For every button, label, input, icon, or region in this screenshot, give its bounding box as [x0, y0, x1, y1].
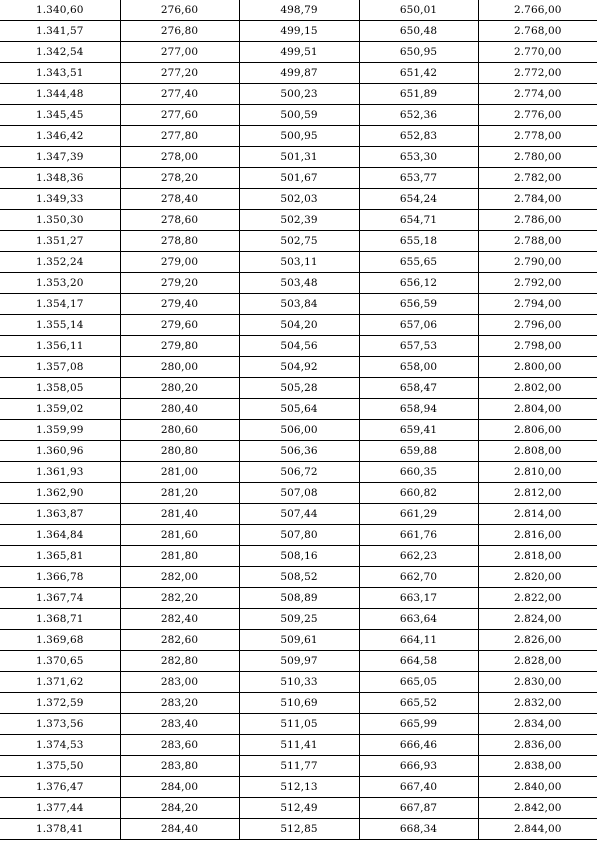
table-cell: 2.810,00: [478, 462, 597, 483]
table-cell: 2.826,00: [478, 630, 597, 651]
table-cell: 1.359,99: [0, 420, 120, 441]
table-cell: 651,42: [359, 63, 478, 84]
table-cell: 654,71: [359, 210, 478, 231]
table-cell: 1.361,93: [0, 462, 120, 483]
table-cell: 2.816,00: [478, 525, 597, 546]
table-cell: 1.377,44: [0, 798, 120, 819]
table-cell: 511,05: [239, 714, 359, 735]
table-cell: 281,20: [120, 483, 239, 504]
table-cell: 503,48: [239, 273, 359, 294]
table-cell: 503,11: [239, 252, 359, 273]
table-cell: 278,00: [120, 147, 239, 168]
table-cell: 1.367,74: [0, 588, 120, 609]
table-cell: 1.347,39: [0, 147, 120, 168]
table-cell: 281,00: [120, 462, 239, 483]
table-cell: 278,80: [120, 231, 239, 252]
table-cell: 2.814,00: [478, 504, 597, 525]
table-cell: 501,31: [239, 147, 359, 168]
table-cell: 500,59: [239, 105, 359, 126]
table-cell: 659,41: [359, 420, 478, 441]
table-cell: 1.345,45: [0, 105, 120, 126]
table-row: [0, 483, 597, 504]
table-row: [0, 735, 597, 756]
table-cell: 2.806,00: [478, 420, 597, 441]
table-cell: 283,60: [120, 735, 239, 756]
table-cell: 498,79: [239, 0, 359, 21]
table-row: [0, 672, 597, 693]
table-cell: 2.844,00: [478, 819, 597, 840]
table-row: [0, 42, 597, 63]
table-cell: 1.362,90: [0, 483, 120, 504]
table-cell: 2.818,00: [478, 546, 597, 567]
table-row: [0, 525, 597, 546]
table-cell: 279,40: [120, 294, 239, 315]
table-cell: 2.784,00: [478, 189, 597, 210]
table-cell: 512,49: [239, 798, 359, 819]
table-cell: 2.776,00: [478, 105, 597, 126]
table-cell: 504,56: [239, 336, 359, 357]
table-cell: 501,67: [239, 168, 359, 189]
table-cell: 277,40: [120, 84, 239, 105]
table-cell: 2.798,00: [478, 336, 597, 357]
table-cell: 282,60: [120, 630, 239, 651]
table-cell: 660,82: [359, 483, 478, 504]
table-cell: 279,00: [120, 252, 239, 273]
table-cell: 1.371,62: [0, 672, 120, 693]
table-cell: 502,75: [239, 231, 359, 252]
table-cell: 665,05: [359, 672, 478, 693]
table-cell: 664,11: [359, 630, 478, 651]
table-cell: 1.341,57: [0, 21, 120, 42]
table-cell: 511,41: [239, 735, 359, 756]
table-cell: 281,40: [120, 504, 239, 525]
table-cell: 2.804,00: [478, 399, 597, 420]
table-cell: 282,40: [120, 609, 239, 630]
table-cell: 1.359,02: [0, 399, 120, 420]
table-cell: 509,61: [239, 630, 359, 651]
table-cell: 280,40: [120, 399, 239, 420]
table-cell: 276,60: [120, 0, 239, 21]
table-row: [0, 84, 597, 105]
table-cell: 1.349,33: [0, 189, 120, 210]
table-cell: 1.354,17: [0, 294, 120, 315]
table-cell: 499,15: [239, 21, 359, 42]
table-row: [0, 357, 597, 378]
table-cell: 504,92: [239, 357, 359, 378]
table-row: [0, 126, 597, 147]
table-cell: 659,88: [359, 441, 478, 462]
table-row: [0, 798, 597, 819]
table-cell: 655,65: [359, 252, 478, 273]
table-cell: 284,20: [120, 798, 239, 819]
table-cell: 655,18: [359, 231, 478, 252]
table-cell: 282,20: [120, 588, 239, 609]
table-row: [0, 651, 597, 672]
table-cell: 2.786,00: [478, 210, 597, 231]
table-cell: 652,83: [359, 126, 478, 147]
table-cell: 509,97: [239, 651, 359, 672]
table-row: [0, 210, 597, 231]
table-cell: 278,40: [120, 189, 239, 210]
table-cell: 512,85: [239, 819, 359, 840]
table-cell: 653,77: [359, 168, 478, 189]
table-cell: 502,03: [239, 189, 359, 210]
table-row: [0, 819, 597, 840]
table-cell: 666,93: [359, 756, 478, 777]
table-cell: 1.358,05: [0, 378, 120, 399]
table-cell: 511,77: [239, 756, 359, 777]
table-row: [0, 63, 597, 84]
table-cell: 656,12: [359, 273, 478, 294]
table-cell: 1.363,87: [0, 504, 120, 525]
table-row: [0, 399, 597, 420]
table-cell: 502,39: [239, 210, 359, 231]
table-cell: 652,36: [359, 105, 478, 126]
table-row: [0, 609, 597, 630]
table-cell: 508,52: [239, 567, 359, 588]
table-cell: 507,44: [239, 504, 359, 525]
table-cell: 2.820,00: [478, 567, 597, 588]
table-cell: 1.344,48: [0, 84, 120, 105]
table-row: [0, 21, 597, 42]
table-cell: 506,72: [239, 462, 359, 483]
table-cell: 510,69: [239, 693, 359, 714]
table-cell: 667,87: [359, 798, 478, 819]
table-cell: 2.812,00: [478, 483, 597, 504]
table-row: [0, 294, 597, 315]
table-cell: 2.840,00: [478, 777, 597, 798]
table-cell: 2.770,00: [478, 42, 597, 63]
table-row: [0, 378, 597, 399]
table-cell: 1.343,51: [0, 63, 120, 84]
table-row: [0, 462, 597, 483]
table-row: [0, 504, 597, 525]
table-cell: 278,60: [120, 210, 239, 231]
table-cell: 2.800,00: [478, 357, 597, 378]
table-cell: 278,20: [120, 168, 239, 189]
table-cell: 658,00: [359, 357, 478, 378]
table-cell: 2.766,00: [478, 0, 597, 21]
table-cell: 283,40: [120, 714, 239, 735]
table-cell: 2.782,00: [478, 168, 597, 189]
table-cell: 663,17: [359, 588, 478, 609]
table-cell: 1.372,59: [0, 693, 120, 714]
table-cell: 1.350,30: [0, 210, 120, 231]
table-cell: 2.790,00: [478, 252, 597, 273]
table-cell: 2.830,00: [478, 672, 597, 693]
table-cell: 282,00: [120, 567, 239, 588]
table-row: [0, 315, 597, 336]
table-cell: 507,08: [239, 483, 359, 504]
table-cell: 657,06: [359, 315, 478, 336]
table-cell: 666,46: [359, 735, 478, 756]
table-cell: 2.788,00: [478, 231, 597, 252]
table-cell: 1.356,11: [0, 336, 120, 357]
table-cell: 2.792,00: [478, 273, 597, 294]
table-cell: 664,58: [359, 651, 478, 672]
table-cell: 279,80: [120, 336, 239, 357]
table-cell: 499,87: [239, 63, 359, 84]
table-row: [0, 147, 597, 168]
table-row: [0, 231, 597, 252]
table-cell: 2.808,00: [478, 441, 597, 462]
table-cell: 1.369,68: [0, 630, 120, 651]
table-cell: 653,30: [359, 147, 478, 168]
table-row: [0, 252, 597, 273]
table-cell: 508,16: [239, 546, 359, 567]
table-cell: 279,60: [120, 315, 239, 336]
table-cell: 658,94: [359, 399, 478, 420]
table-cell: 509,25: [239, 609, 359, 630]
table-cell: 665,99: [359, 714, 478, 735]
table-cell: 2.768,00: [478, 21, 597, 42]
table-cell: 1.373,56: [0, 714, 120, 735]
table-cell: 283,80: [120, 756, 239, 777]
table-row: [0, 441, 597, 462]
table-cell: 650,48: [359, 21, 478, 42]
table-row: [0, 105, 597, 126]
table-cell: 650,01: [359, 0, 478, 21]
table-cell: 1.376,47: [0, 777, 120, 798]
table-cell: 276,80: [120, 21, 239, 42]
table-row: [0, 273, 597, 294]
table-row: [0, 777, 597, 798]
table-cell: 2.796,00: [478, 315, 597, 336]
table-cell: 2.828,00: [478, 651, 597, 672]
table-cell: 1.370,65: [0, 651, 120, 672]
table-cell: 656,59: [359, 294, 478, 315]
table-row: [0, 420, 597, 441]
table-cell: 505,28: [239, 378, 359, 399]
table-cell: 658,47: [359, 378, 478, 399]
table-cell: 282,80: [120, 651, 239, 672]
table-cell: 283,20: [120, 693, 239, 714]
table-row: [0, 714, 597, 735]
table-cell: 279,20: [120, 273, 239, 294]
table-cell: 500,95: [239, 126, 359, 147]
table-cell: 1.340,60: [0, 0, 120, 21]
table-row: [0, 588, 597, 609]
table-cell: 668,34: [359, 819, 478, 840]
table-row: [0, 168, 597, 189]
table-cell: 662,23: [359, 546, 478, 567]
table-cell: 1.364,84: [0, 525, 120, 546]
table-cell: 277,60: [120, 105, 239, 126]
table-cell: 1.355,14: [0, 315, 120, 336]
table-cell: 284,40: [120, 819, 239, 840]
table-cell: 1.351,27: [0, 231, 120, 252]
table-row: [0, 0, 597, 21]
table-cell: 1.375,50: [0, 756, 120, 777]
table-cell: 503,84: [239, 294, 359, 315]
table-cell: 277,00: [120, 42, 239, 63]
table-cell: 507,80: [239, 525, 359, 546]
table-cell: 506,36: [239, 441, 359, 462]
table-cell: 2.822,00: [478, 588, 597, 609]
table-cell: 284,00: [120, 777, 239, 798]
table-row: [0, 630, 597, 651]
table-cell: 1.357,08: [0, 357, 120, 378]
table-cell: 506,00: [239, 420, 359, 441]
table-cell: 651,89: [359, 84, 478, 105]
table-cell: 2.834,00: [478, 714, 597, 735]
table-cell: 1.366,78: [0, 567, 120, 588]
table-row: [0, 189, 597, 210]
table-cell: 1.365,81: [0, 546, 120, 567]
table-cell: 508,89: [239, 588, 359, 609]
table-cell: 661,76: [359, 525, 478, 546]
table-cell: 280,00: [120, 357, 239, 378]
table-cell: 1.342,54: [0, 42, 120, 63]
table-cell: 2.836,00: [478, 735, 597, 756]
table-cell: 280,60: [120, 420, 239, 441]
table-row: [0, 693, 597, 714]
table-cell: 1.360,96: [0, 441, 120, 462]
table-cell: 512,13: [239, 777, 359, 798]
table-cell: 2.832,00: [478, 693, 597, 714]
table-cell: 1.348,36: [0, 168, 120, 189]
table-cell: 277,80: [120, 126, 239, 147]
table-cell: 2.772,00: [478, 63, 597, 84]
table-cell: 662,70: [359, 567, 478, 588]
table-cell: 667,40: [359, 777, 478, 798]
table-cell: 650,95: [359, 42, 478, 63]
table-cell: 2.774,00: [478, 84, 597, 105]
table-row: [0, 567, 597, 588]
table-row: [0, 546, 597, 567]
table-cell: 1.352,24: [0, 252, 120, 273]
table-row: [0, 756, 597, 777]
table-cell: 280,20: [120, 378, 239, 399]
table-cell: 654,24: [359, 189, 478, 210]
table-cell: 277,20: [120, 63, 239, 84]
table-cell: 2.842,00: [478, 798, 597, 819]
table-cell: 1.346,42: [0, 126, 120, 147]
table-cell: 2.824,00: [478, 609, 597, 630]
table-cell: 2.780,00: [478, 147, 597, 168]
table-cell: 283,00: [120, 672, 239, 693]
table-cell: 1.378,41: [0, 819, 120, 840]
table-cell: 2.838,00: [478, 756, 597, 777]
table-cell: 2.794,00: [478, 294, 597, 315]
table-cell: 281,80: [120, 546, 239, 567]
table-cell: 1.374,53: [0, 735, 120, 756]
table-cell: 657,53: [359, 336, 478, 357]
table-cell: 280,80: [120, 441, 239, 462]
table-cell: 1.368,71: [0, 609, 120, 630]
table-cell: 2.802,00: [478, 378, 597, 399]
table-cell: 510,33: [239, 672, 359, 693]
table-cell: 665,52: [359, 693, 478, 714]
table-cell: 660,35: [359, 462, 478, 483]
table-cell: 504,20: [239, 315, 359, 336]
table-cell: 499,51: [239, 42, 359, 63]
table-cell: 500,23: [239, 84, 359, 105]
table-cell: 505,64: [239, 399, 359, 420]
table-cell: 2.778,00: [478, 126, 597, 147]
table-cell: 281,60: [120, 525, 239, 546]
table-cell: 1.353,20: [0, 273, 120, 294]
table-cell: 661,29: [359, 504, 478, 525]
table-row: [0, 336, 597, 357]
table-cell: 663,64: [359, 609, 478, 630]
